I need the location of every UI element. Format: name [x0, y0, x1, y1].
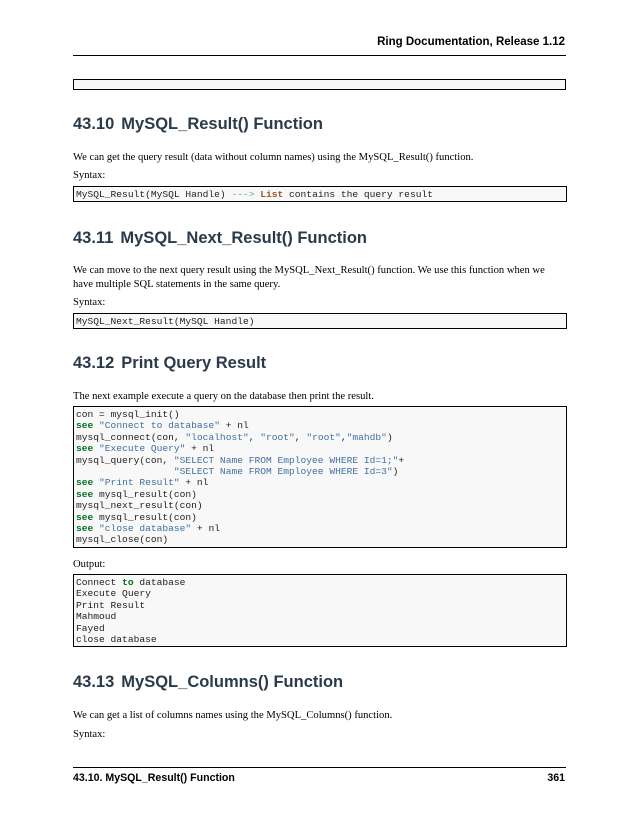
code-line: Execute Query [76, 588, 151, 600]
section-number: 43.13 [73, 673, 115, 691]
code-line: see mysql_result(con) [76, 511, 197, 523]
code-line: Connect to database [76, 577, 186, 588]
code-line: see "Connect to database" + nl [76, 420, 249, 432]
code-line: mysql_connect(con, "localhost", "root", "root","mahdb") [76, 431, 393, 443]
section-heading-43-10 [73, 115, 323, 134]
section-number: 43.12 [73, 354, 115, 372]
section-title: MySQL_Columns() Function [121, 673, 344, 691]
output-label: Output: [73, 559, 106, 570]
page-number: 361 [547, 772, 565, 784]
syntax-label: Syntax: [73, 170, 106, 181]
code-line: Print Result [76, 599, 146, 611]
code-line: Mahmoud [76, 611, 117, 623]
code-line: MySQL_Next_Result(MySQL Handle) [76, 316, 255, 327]
section-heading-43-13 [73, 673, 343, 692]
code-line: mysql_query(con, "SELECT Name FROM Employee WHERE Id=1;"+ [76, 454, 405, 466]
code-block-mysql-next-result-syntax [73, 313, 567, 329]
code-line: see "Execute Query" + nl [76, 443, 215, 455]
code-line: see "close database" + nl [76, 522, 220, 534]
code-block-continuation [73, 79, 566, 90]
header-rule [73, 55, 566, 56]
syntax-label: Syntax: [73, 729, 106, 740]
code-block-output [73, 574, 567, 647]
section-title: MySQL_Result() Function [121, 115, 323, 133]
code-line: mysql_next_result(con) [76, 500, 203, 512]
section-number: 43.11 [73, 229, 114, 247]
paragraph: We can move to the next query result using the MySQL_Next_Result() function. We use this function when we have multiple SQL statements in the same query. [73, 265, 545, 290]
paragraph: The next example execute a query on the database then print the result. [73, 391, 374, 402]
code-line: see mysql_result(con) [76, 488, 197, 500]
code-line: mysql_close(con) [76, 534, 169, 546]
running-header: Ring Documentation, Release 1.12 [377, 36, 565, 48]
running-footer-title: 43.10. MySQL_Result() Function [73, 772, 235, 784]
paragraph: We can get a list of columns names using the MySQL_Columns() function. [73, 710, 393, 721]
code-line: con = mysql_init() [76, 409, 180, 420]
section-number: 43.10 [73, 115, 115, 133]
code-block-example [73, 406, 567, 548]
section-title: Print Query Result [121, 354, 267, 372]
section-title: MySQL_Next_Result() Function [120, 229, 367, 247]
code-line: "SELECT Name FROM Employee WHERE Id=3") [173, 465, 399, 477]
code-line: see "Print Result" + nl [76, 477, 209, 489]
syntax-label: Syntax: [73, 297, 106, 308]
paragraph: We can get the query result (data without column names) using the MySQL_Result() function. [73, 152, 474, 163]
code-line: close database [76, 633, 157, 645]
code-block-mysql-result-syntax [73, 186, 567, 202]
code-line: Fayed [76, 622, 105, 634]
code-line: MySQL_Result(MySQL Handle) ---> List contains the query result [76, 189, 433, 200]
section-heading-43-11 [73, 229, 367, 248]
footer-rule [73, 767, 566, 768]
section-heading-43-12 [73, 354, 266, 373]
